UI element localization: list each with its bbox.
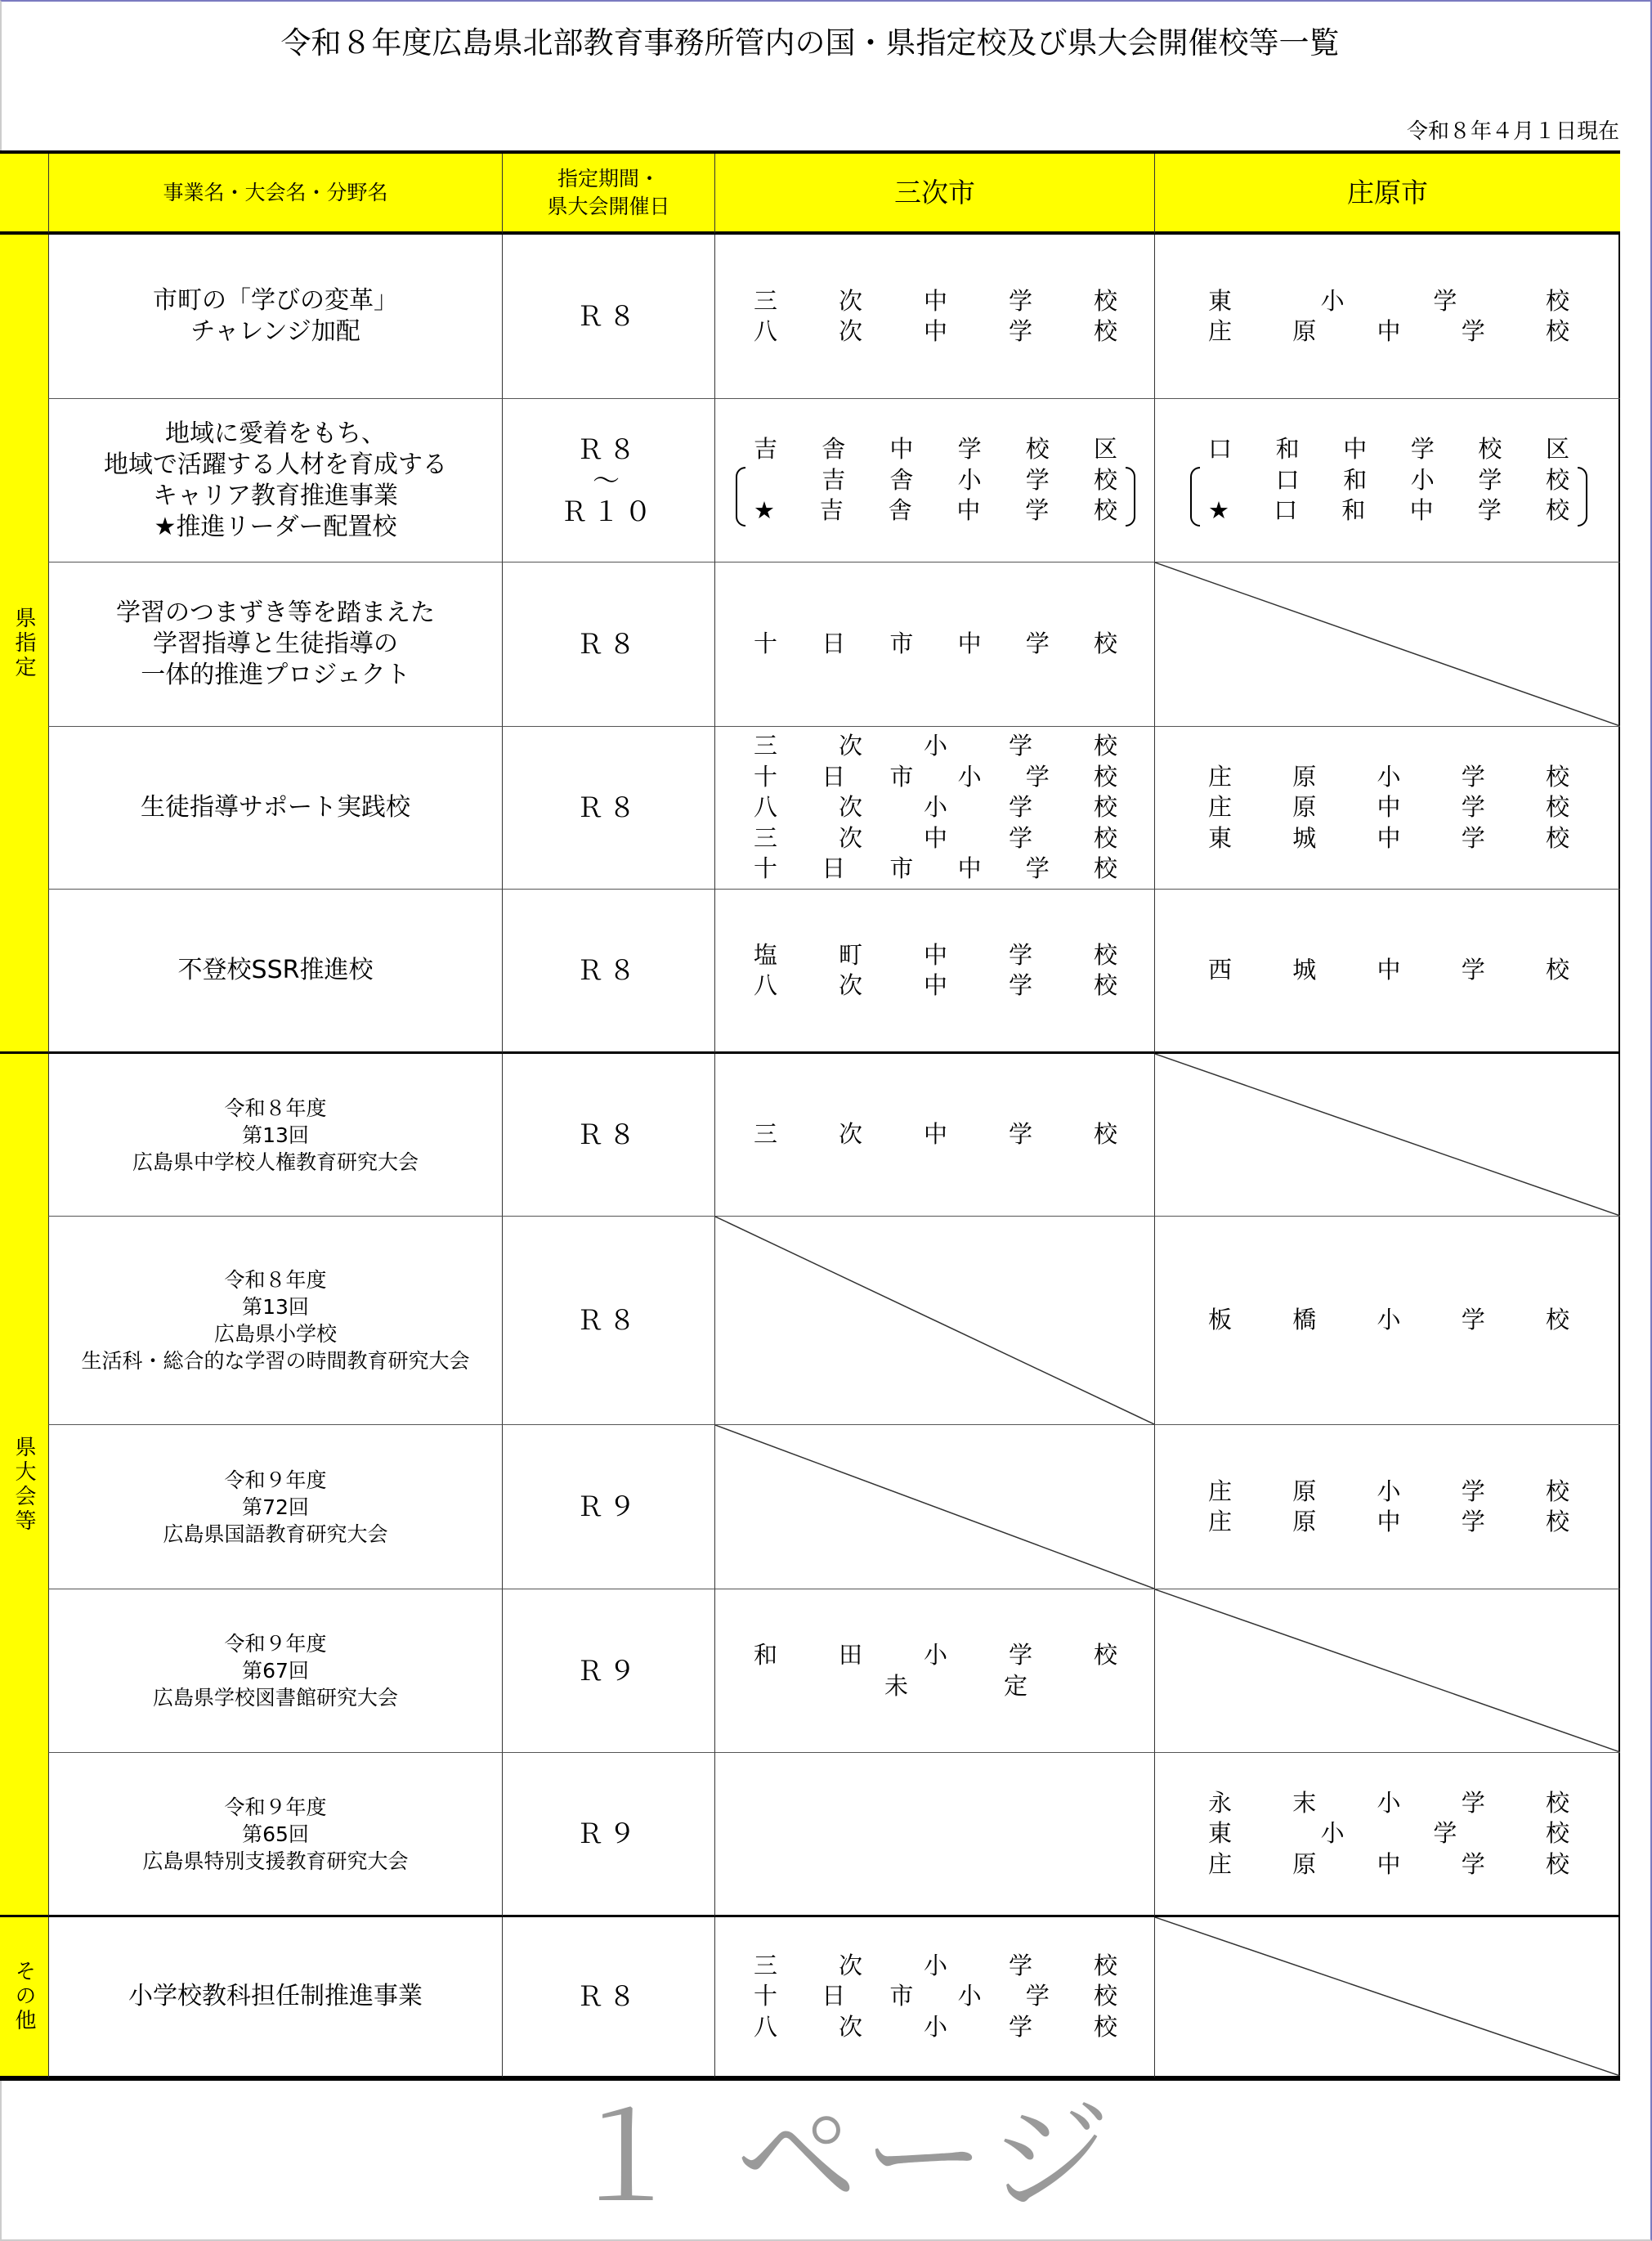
school-list <box>1155 286 1620 347</box>
designation-period: Ｒ８ <box>502 1917 714 2078</box>
event-name: 不登校SSR推進校 <box>48 890 502 1054</box>
school-line: 三次中学校 <box>754 1120 1117 1149</box>
school-line: 庄原小学校 <box>1208 1477 1569 1505</box>
designation-period: Ｒ８ <box>502 235 714 399</box>
school-list <box>1155 1788 1620 1880</box>
school-line: 十日市小学校 <box>754 1982 1117 2010</box>
event-name: 生徒指導サポート実践校 <box>48 727 502 890</box>
event-name: 小学校教科担任制推進事業 <box>48 1917 502 2078</box>
category-label: 県大会等 <box>0 1054 48 1917</box>
header-category <box>0 154 48 235</box>
school-table <box>0 150 1620 2081</box>
shobara-schools-cell <box>1154 1217 1620 1425</box>
event-name: 市町の「学びの変革」 チャレンジ加配 <box>48 235 502 399</box>
page-title: 令和８年度広島県北部教育事務所管内の国・県指定校及び県大会開催校等一覧 <box>280 25 1340 61</box>
school-line: ★口和中学校 <box>1208 496 1569 525</box>
miyoshi-schools-cell <box>714 1425 1154 1589</box>
school-line: 三次中学校 <box>754 823 1117 852</box>
shobara-schools-cell <box>1154 235 1620 399</box>
school-line: 東小学校 <box>1208 1819 1569 1848</box>
miyoshi-schools-cell <box>714 890 1154 1054</box>
category-label: その他 <box>0 1917 48 2078</box>
school-line: 永末小学校 <box>1208 1788 1569 1817</box>
designation-period: Ｒ８ ～ Ｒ１０ <box>502 399 714 562</box>
designation-period: Ｒ９ <box>502 1589 714 1753</box>
school-line: 庄原中学校 <box>1208 1849 1569 1878</box>
bracketed-schools <box>754 465 1117 527</box>
miyoshi-schools-cell <box>714 235 1154 399</box>
school-line: 三次小学校 <box>754 1951 1117 1979</box>
empty-cell-slash <box>1155 562 1620 726</box>
bracketed-schools <box>1208 465 1569 527</box>
shobara-schools-cell <box>1154 890 1620 1054</box>
empty-cell-slash <box>715 1217 1154 1424</box>
school-line: 十日市中学校 <box>754 854 1117 883</box>
miyoshi-schools-cell <box>714 1917 1154 2078</box>
miyoshi-schools-cell <box>714 399 1154 562</box>
event-name: 令和９年度 第67回 広島県学校図書館研究大会 <box>48 1589 502 1753</box>
school-list <box>1155 1305 1620 1336</box>
school-line: 三次中学校 <box>754 286 1117 315</box>
category-label: 県指定 <box>0 235 48 1054</box>
school-line: 西城中学校 <box>1208 956 1569 984</box>
header-shobara: 庄原市 <box>1154 154 1620 235</box>
school-line: 十日市中学校 <box>754 630 1117 658</box>
event-name: 令和９年度 第65回 広島県特別支援教育研究大会 <box>48 1753 502 1917</box>
school-list <box>715 731 1154 885</box>
school-line: 八次小学校 <box>754 2012 1117 2041</box>
designation-period: Ｒ８ <box>502 562 714 727</box>
miyoshi-schools-cell <box>714 562 1154 727</box>
school-line: 吉舎小学校 <box>754 465 1117 494</box>
shobara-schools-cell <box>1154 399 1620 562</box>
school-line: 庄原小学校 <box>1208 762 1569 791</box>
shobara-schools-cell <box>1154 1054 1620 1217</box>
event-name: 学習のつまずき等を踏まえた 学習指導と生徒指導の 一体的推進プロジェクト <box>48 562 502 727</box>
school-list <box>715 1119 1154 1150</box>
school-line: 八次中学校 <box>754 971 1117 999</box>
school-line: 未定 <box>884 1671 1027 1700</box>
school-line: 庄原中学校 <box>1208 1508 1569 1535</box>
shobara-schools-cell <box>1154 727 1620 890</box>
designation-period: Ｒ８ <box>502 1217 714 1425</box>
designation-period: Ｒ８ <box>502 890 714 1054</box>
event-name: 令和８年度 第13回 広島県小学校 生活科・総合的な学習の時間教育研究大会 <box>48 1217 502 1425</box>
shobara-schools-cell <box>1154 1753 1620 1917</box>
school-list <box>1155 434 1620 527</box>
designation-period: Ｒ８ <box>502 727 714 890</box>
miyoshi-schools-cell <box>714 727 1154 890</box>
school-line: 東城中学校 <box>1208 823 1569 852</box>
header-name: 事業名・大会名・分野名 <box>48 154 502 235</box>
school-line: 吉舎中学校区 <box>754 435 1117 464</box>
school-line: 三次小学校 <box>754 732 1117 760</box>
school-list <box>1155 762 1620 854</box>
page-watermark: １ ページ <box>564 2087 1116 2230</box>
school-line: 八次中学校 <box>754 317 1117 345</box>
miyoshi-schools-cell <box>714 1589 1154 1753</box>
empty-cell-slash <box>715 1425 1154 1589</box>
school-line: 十日市小学校 <box>754 762 1117 791</box>
event-name: 地域に愛着をもち、 地域で活躍する人材を育成する キャリア教育推進事業 ★推進リーダー配置校 <box>48 399 502 562</box>
school-list <box>715 434 1154 527</box>
empty-cell-slash <box>1155 1589 1620 1752</box>
school-line: 口和中学校区 <box>1208 435 1569 464</box>
miyoshi-schools-cell <box>714 1054 1154 1217</box>
designation-period: Ｒ９ <box>502 1425 714 1589</box>
school-list <box>1155 1477 1620 1538</box>
school-line: 塩町中学校 <box>754 940 1117 969</box>
school-list <box>715 940 1154 1002</box>
event-name: 令和９年度 第72回 広島県国語教育研究大会 <box>48 1425 502 1589</box>
miyoshi-schools-cell <box>714 1753 1154 1917</box>
designation-period: Ｒ８ <box>502 1054 714 1217</box>
school-list <box>1155 955 1620 986</box>
school-line: 庄原中学校 <box>1208 793 1569 822</box>
school-line: 八次小学校 <box>754 793 1117 822</box>
empty-cell-slash <box>1155 1917 1620 2076</box>
school-line: ★吉舎中学校 <box>754 496 1117 525</box>
empty-cell-slash <box>1155 1054 1620 1216</box>
as-of-date: 令和８年４月１日現在 <box>1406 119 1619 144</box>
school-list <box>715 629 1154 660</box>
school-list <box>715 1951 1154 2043</box>
school-line: 和田小学校 <box>754 1641 1117 1669</box>
school-line: 庄原中学校 <box>1208 317 1569 345</box>
school-list <box>715 286 1154 347</box>
shobara-schools-cell <box>1154 1425 1620 1589</box>
shobara-schools-cell <box>1154 1589 1620 1753</box>
event-name: 令和８年度 第13回 広島県中学校人権教育研究大会 <box>48 1054 502 1217</box>
header-period: 指定期間・ 県大会開催日 <box>502 154 714 235</box>
shobara-schools-cell <box>1154 1917 1620 2078</box>
miyoshi-schools-cell <box>714 1217 1154 1425</box>
school-line: 東小学校 <box>1208 286 1569 315</box>
header-miyoshi: 三次市 <box>714 154 1154 235</box>
designation-period: Ｒ９ <box>502 1753 714 1917</box>
school-line: 板橋小学校 <box>1208 1306 1569 1334</box>
school-line: 口和小学校 <box>1208 465 1569 494</box>
shobara-schools-cell <box>1154 562 1620 727</box>
school-list <box>715 1640 1154 1701</box>
